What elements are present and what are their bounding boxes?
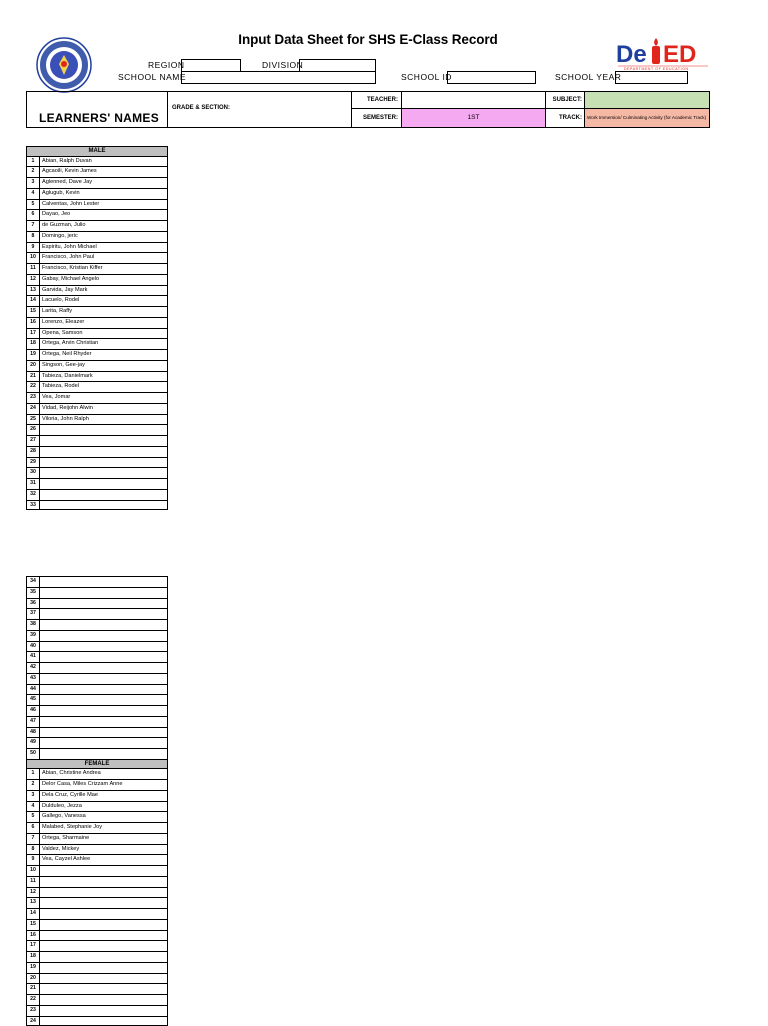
row-number: 36 [27, 599, 40, 609]
row-number: 16 [27, 318, 40, 328]
row-number: 39 [27, 631, 40, 641]
female-row [27, 790, 167, 801]
female-row [27, 833, 167, 844]
row-number: 21 [27, 984, 40, 994]
female-row [27, 854, 167, 865]
learner-name-cell[interactable]: Aglugub, Kevin [42, 189, 167, 199]
learner-name-cell[interactable]: Delor Casa, Miles Crizzam Anne [42, 780, 167, 790]
row-number: 9 [27, 243, 40, 253]
learner-name-cell[interactable]: Larita, Raffy [42, 307, 167, 317]
learner-name-cell[interactable]: Calventas, John Lester [42, 200, 167, 210]
row-number: 16 [27, 931, 40, 941]
row-number: 22 [27, 382, 40, 392]
male-row [27, 705, 167, 716]
female-row [27, 887, 167, 898]
row-number: 5 [27, 200, 40, 210]
row-number: 33 [27, 501, 40, 510]
learner-name-cell[interactable]: Lorenzo, Eleazer [42, 318, 167, 328]
row-number: 13 [27, 898, 40, 908]
female-row [27, 811, 167, 822]
region-label: REGION [148, 60, 185, 70]
female-row [27, 930, 167, 941]
row-number: 3 [27, 791, 40, 801]
male-row [27, 598, 167, 609]
row-number: 11 [27, 877, 40, 887]
male-row [27, 338, 167, 349]
male-row [27, 727, 167, 738]
learner-name-cell[interactable]: Vea, Cayzel Ashlee [42, 855, 167, 865]
learner-name-cell[interactable]: Vidad, Reijohn Alwin [42, 404, 167, 414]
row-number: 48 [27, 728, 40, 738]
learner-name-cell[interactable]: Agcaoili, Kevin James [42, 167, 167, 177]
school-name-field[interactable] [181, 71, 376, 84]
row-number: 12 [27, 275, 40, 285]
learner-name-cell[interactable]: Vea, Jomar [42, 393, 167, 403]
row-number: 9 [27, 855, 40, 865]
female-row [27, 983, 167, 994]
male-row [27, 231, 167, 242]
grade-section-cell [168, 92, 352, 127]
row-number: 2 [27, 167, 40, 177]
teacher-label: TEACHER: [367, 97, 398, 103]
row-number: 17 [27, 941, 40, 951]
row-number: 47 [27, 717, 40, 727]
male-row [27, 242, 167, 253]
row-number: 21 [27, 372, 40, 382]
row-number: 1 [27, 769, 40, 779]
male-row [27, 306, 167, 317]
male-row [27, 177, 167, 188]
row-number: 3 [27, 178, 40, 188]
female-row [27, 994, 167, 1005]
grade-section-label: GRADE & SECTION: [172, 105, 230, 111]
row-number: 2 [27, 780, 40, 790]
subject-field[interactable] [585, 92, 709, 109]
row-number: 14 [27, 296, 40, 306]
female-row [27, 951, 167, 962]
row-number: 12 [27, 888, 40, 898]
learner-name-cell[interactable]: Espiritu, John Michael [42, 243, 167, 253]
row-number: 43 [27, 674, 40, 684]
female-row [27, 919, 167, 930]
female-row [27, 973, 167, 984]
learner-name-cell[interactable]: Viloria, John Ralph [42, 415, 167, 425]
row-number: 34 [27, 577, 40, 587]
row-number: 24 [27, 1017, 40, 1026]
male-learners-list [26, 146, 168, 510]
learner-name-cell[interactable]: Abian, Christine Andrea [42, 769, 167, 779]
male-row [27, 209, 167, 220]
row-number: 5 [27, 812, 40, 822]
track-field[interactable]: Work Immersion/ Culminating Activity (for Academic Track) [585, 109, 709, 127]
male-row [27, 630, 167, 641]
learner-name-cell[interactable]: Dela Cruz, Cyrille Mae [42, 791, 167, 801]
male-row [27, 446, 167, 457]
male-row [27, 392, 167, 403]
male-row [27, 295, 167, 306]
row-number: 25 [27, 415, 40, 425]
male-row [27, 371, 167, 382]
male-row [27, 684, 167, 695]
semester-label: SEMESTER: [363, 115, 398, 121]
male-row [27, 716, 167, 727]
row-number: 14 [27, 909, 40, 919]
row-number: 46 [27, 706, 40, 716]
learner-name-cell[interactable]: Abian, Ralph Duvan [42, 157, 167, 167]
male-row [27, 435, 167, 446]
learner-name-cell[interactable]: Opena, Samson [42, 329, 167, 339]
row-number: 49 [27, 738, 40, 748]
female-row [27, 897, 167, 908]
learner-name-cell[interactable]: Francisco, John Paul [42, 253, 167, 263]
row-number: 27 [27, 436, 40, 446]
male-row [27, 737, 167, 748]
row-number: 4 [27, 802, 40, 812]
learner-name-cell[interactable]: Ortega, Sharmaine [42, 834, 167, 844]
female-row [27, 962, 167, 973]
teacher-label-cell [352, 92, 402, 109]
deped-logo-subtitle: DEPARTMENT OF EDUCATION [624, 67, 689, 71]
school-id-field[interactable] [447, 71, 536, 84]
school-name-label: SCHOOL NAME [118, 72, 186, 82]
male-row [27, 500, 167, 511]
learner-name-cell[interactable]: Tabieza, Rodel [42, 382, 167, 392]
learners-names-heading: LEARNERS' NAMES [39, 111, 159, 125]
female-row [27, 1005, 167, 1016]
male-row [27, 587, 167, 598]
male-row [27, 576, 167, 587]
row-number: 8 [27, 845, 40, 855]
school-year-label: SCHOOL YEAR [555, 72, 621, 82]
page-title: Input Data Sheet for SHS E-Class Record [200, 32, 536, 47]
learner-name-cell[interactable]: Tabieza, Danielmark [42, 372, 167, 382]
male-row [27, 694, 167, 705]
male-row [27, 381, 167, 392]
male-row [27, 403, 167, 414]
female-row [27, 876, 167, 887]
svg-text:De: De [616, 41, 647, 68]
male-row [27, 489, 167, 500]
male-row [27, 360, 167, 371]
row-number: 50 [27, 749, 40, 759]
row-number: 4 [27, 189, 40, 199]
male-row [27, 651, 167, 662]
row-number: 1 [27, 157, 40, 167]
male-row [27, 188, 167, 199]
row-number: 15 [27, 920, 40, 930]
row-number: 44 [27, 685, 40, 695]
row-number: 41 [27, 652, 40, 662]
row-number: 32 [27, 490, 40, 500]
male-row [27, 619, 167, 630]
row-number: 15 [27, 307, 40, 317]
male-row [27, 467, 167, 478]
subject-label: SUBJECT: [553, 97, 582, 103]
row-number: 30 [27, 468, 40, 478]
row-number: 42 [27, 663, 40, 673]
row-number: 40 [27, 642, 40, 652]
learner-name-cell[interactable]: Singson, Gee-jay [42, 361, 167, 371]
female-row [27, 844, 167, 855]
subject-label-cell [546, 92, 585, 109]
track-label: TRACK: [559, 115, 582, 121]
row-number: 38 [27, 620, 40, 630]
learner-name-cell[interactable]: Gabay, Michael Angelo [42, 275, 167, 285]
male-row [27, 199, 167, 210]
female-row [27, 768, 167, 779]
male-row [27, 317, 167, 328]
row-number: 18 [27, 952, 40, 962]
school-id-label: SCHOOL ID [401, 72, 452, 82]
row-number: 19 [27, 350, 40, 360]
row-number: 7 [27, 221, 40, 231]
learner-name-cell[interactable]: Dayao, Jeo [42, 210, 167, 220]
school-year-field[interactable] [615, 71, 688, 84]
learner-name-cell[interactable]: de Guzman, Julio [42, 221, 167, 231]
row-number: 20 [27, 361, 40, 371]
male-row [27, 641, 167, 652]
track-label-cell [546, 109, 585, 127]
male-row [27, 673, 167, 684]
class-info-table [26, 91, 710, 128]
learners-list-continued [26, 576, 168, 1026]
row-number: 13 [27, 286, 40, 296]
male-row [27, 328, 167, 339]
deped-logo [614, 36, 712, 76]
female-row [27, 865, 167, 876]
row-number: 24 [27, 404, 40, 414]
male-row [27, 263, 167, 274]
learner-name-cell[interactable]: Aglenned, Dave Jay [42, 178, 167, 188]
learner-name-cell[interactable]: Garvida, Jay Mark [42, 286, 167, 296]
row-number: 19 [27, 963, 40, 973]
row-number: 31 [27, 479, 40, 489]
row-number: 20 [27, 974, 40, 984]
male-row [27, 349, 167, 360]
row-number: 37 [27, 609, 40, 619]
row-number: 8 [27, 232, 40, 242]
row-number: 6 [27, 823, 40, 833]
male-row [27, 166, 167, 177]
male-row [27, 414, 167, 425]
svg-text:ED: ED [663, 41, 696, 68]
female-row [27, 940, 167, 951]
male-row [27, 457, 167, 468]
learner-name-cell[interactable]: Francisco, Kristian Kiffer [42, 264, 167, 274]
teacher-field[interactable] [402, 92, 546, 109]
semester-field[interactable]: 1ST [402, 109, 546, 127]
male-row [27, 608, 167, 619]
learner-name-cell[interactable]: Ortega, Arvin Christian [42, 339, 167, 349]
deped-seal-icon [36, 37, 92, 93]
learner-name-cell[interactable]: Gallego, Vanessa [42, 812, 167, 822]
female-section-header: FEMALE [27, 759, 167, 769]
female-row [27, 822, 167, 833]
female-row [27, 908, 167, 919]
row-number: 7 [27, 834, 40, 844]
learner-name-cell[interactable]: Lacuelo, Rodel [42, 296, 167, 306]
female-row [27, 779, 167, 790]
learner-name-cell[interactable]: Dulduleo, Jezza [42, 802, 167, 812]
male-row [27, 748, 167, 759]
row-number: 29 [27, 458, 40, 468]
row-number: 23 [27, 393, 40, 403]
row-number: 35 [27, 588, 40, 598]
male-row [27, 285, 167, 296]
row-number: 17 [27, 329, 40, 339]
male-row [27, 220, 167, 231]
row-number: 18 [27, 339, 40, 349]
female-row [27, 1016, 167, 1026]
female-row [27, 801, 167, 812]
row-number: 26 [27, 425, 40, 435]
learner-name-cell[interactable]: Valdez, Mickey [42, 845, 167, 855]
row-number: 10 [27, 866, 40, 876]
row-number: 28 [27, 447, 40, 457]
semester-label-cell [352, 109, 402, 127]
row-number: 11 [27, 264, 40, 274]
male-section-header: MALE [27, 146, 167, 156]
division-label: DIVISION [262, 60, 303, 70]
male-row [27, 424, 167, 435]
row-number: 6 [27, 210, 40, 220]
male-row [27, 274, 167, 285]
row-number: 45 [27, 695, 40, 705]
male-row [27, 252, 167, 263]
learners-names-cell [27, 92, 168, 127]
learner-name-cell[interactable]: Ortega, Neil Rhyder [42, 350, 167, 360]
male-row [27, 156, 167, 167]
learner-name-cell[interactable]: Domingo, jeric [42, 232, 167, 242]
male-row [27, 662, 167, 673]
row-number: 22 [27, 995, 40, 1005]
row-number: 10 [27, 253, 40, 263]
row-number: 23 [27, 1006, 40, 1016]
learner-name-cell[interactable]: Malabed, Stephanie Joy [42, 823, 167, 833]
male-row [27, 478, 167, 489]
